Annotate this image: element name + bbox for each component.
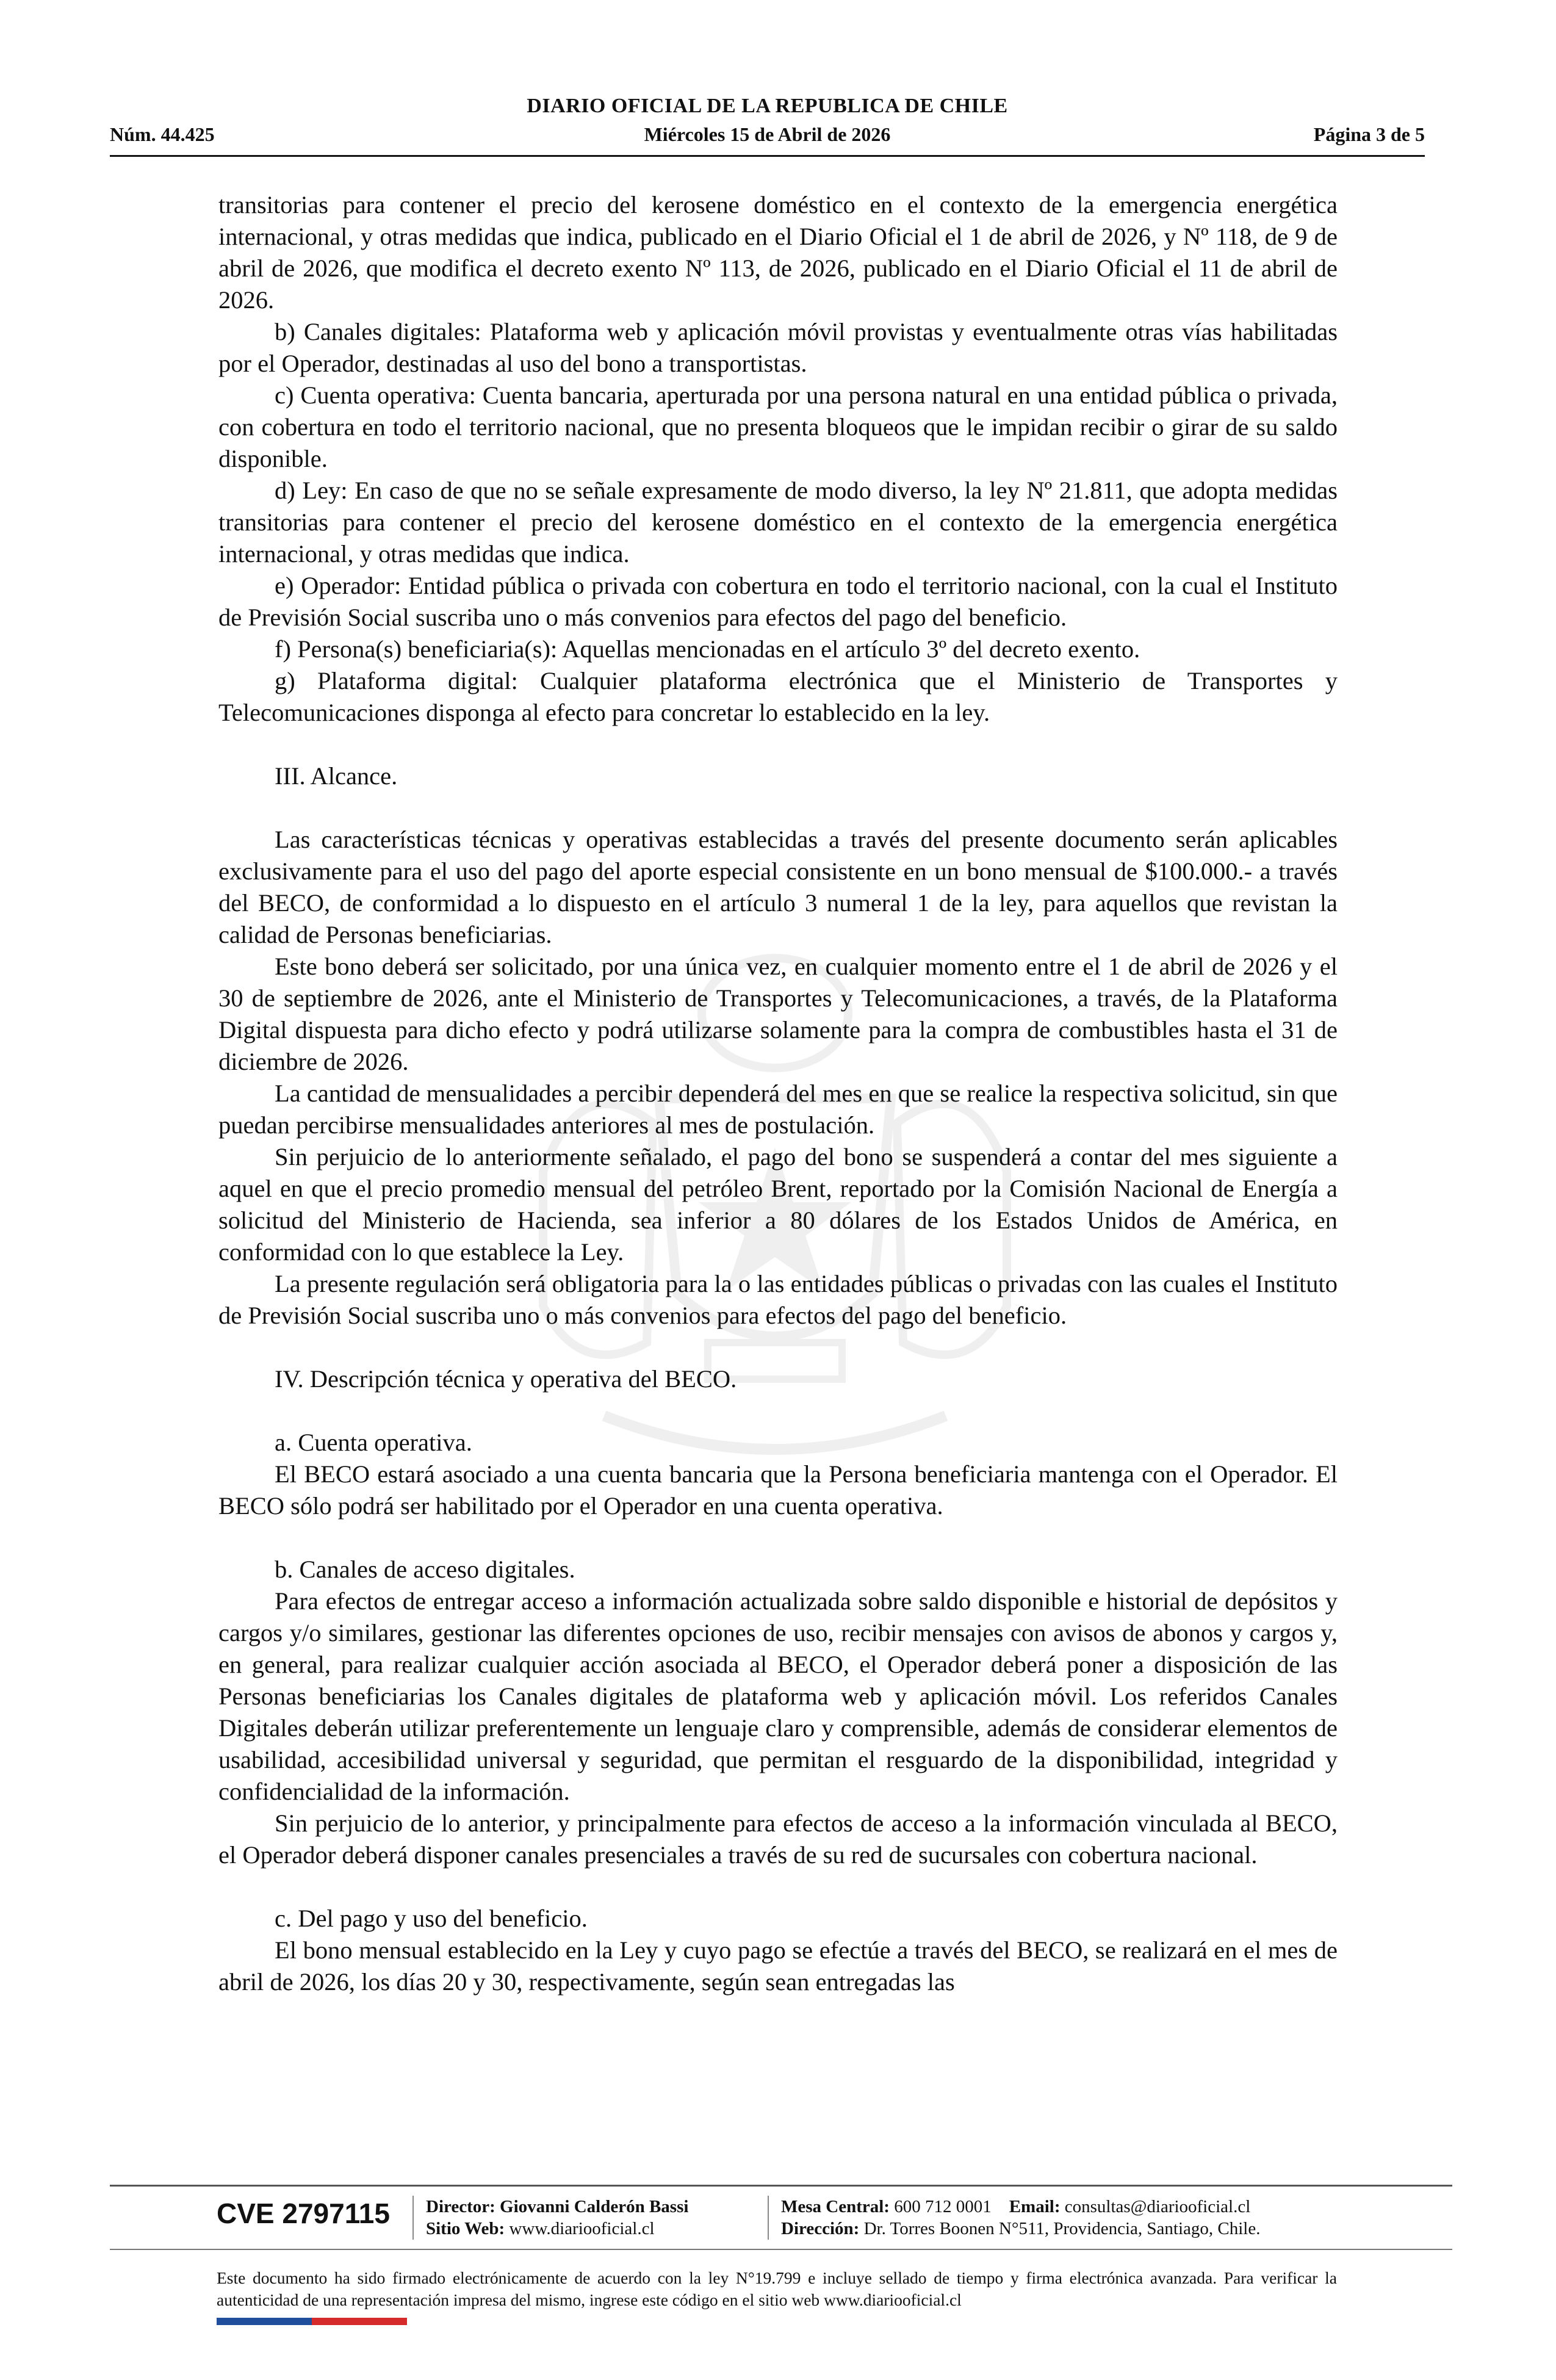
pago-paragraph-1: El bono mensual establecido en la Ley y cuyo pago se efectúe a través del BECO, se realizará en el mes de abril de 2026, los días 20 y 30, respectivamente, según sean entregadas las (218, 1936, 1338, 1996)
footer-divider (110, 2185, 1452, 2187)
footer-separator (412, 2196, 414, 2240)
alcance-paragraph-1: Las características técnicas y operativas establecidas a través del presente documento serán aplicables exclusivamente para el uso del pago del aporte especial consistente en un bono mensual de $100.000.- a través del BECO, de conformidad a lo dispuesto en el artículo 3 numeral 1 de la ley, para aquellos que revistan la calidad de Personas beneficiarias. (218, 826, 1338, 948)
page-header (110, 92, 1425, 156)
mesa-label: Mesa Central: (781, 2197, 890, 2216)
footer-contact-block (781, 2196, 1260, 2240)
section-heading-alcance: III. Alcance. (275, 762, 398, 790)
address-value: Dr. Torres Boonen N°511, Providencia, Santiago, Chile. (863, 2219, 1261, 2238)
paragraph-continuation: transitorias para contener el precio del kerosene doméstico en el contexto de la emergencia energética internacional, y otras medidas que indica, publicado en el Diario Oficial el 1 de abril de 2026, y Nº 118, de 9 de abril de 2026, que modifica el decreto exento Nº 113, de 2026, publicado en el Diario Oficial el 11 de abril de 2026. (218, 191, 1338, 314)
flag-blue-segment (217, 2318, 312, 2325)
cuenta-operativa-paragraph: El BECO estará asociado a una cuenta bancaria que la Persona beneficiaria mantenga con el Operador. El BECO sólo podrá ser habilitado por el Operador en una cuenta operativa. (218, 1460, 1338, 1520)
chile-flag-stripe (217, 2318, 407, 2325)
website-label: Sitio Web: (426, 2219, 505, 2238)
director-name: Giovanni Calderón Bassi (500, 2197, 689, 2216)
canales-paragraph-2: Sin perjuicio de lo anterior, y principalmente para efectos de acceso a la información vinculada al BECO, el Operador deberá disponer canales presenciales a través de su red de sucursales con cobertura nacional. (218, 1809, 1338, 1869)
email-link[interactable]: consultas@diariooficial.cl (1064, 2197, 1251, 2216)
definition-f: f) Persona(s) beneficiaria(s): Aquellas mencionadas en el artículo 3º del decreto exento. (275, 635, 1140, 663)
email-label: Email: (1009, 2197, 1061, 2216)
subheading-canales-digitales: b. Canales de acceso digitales. (275, 1556, 575, 1583)
alcance-paragraph-3: La cantidad de mensualidades a percibir dependerá del mes en que se realice la respectiva solicitud, sin que puedan percibirse mensualidades anteriores al mes de postulación. (218, 1080, 1338, 1139)
definition-c: c) Cuenta operativa: Cuenta bancaria, aperturada por una persona natural en una entidad pública o privada, con cobertura en todo el territorio nacional, que no presenta bloqueos que le impidan recibir o girar de su saldo disponible. (218, 381, 1338, 472)
alcance-paragraph-2: Este bono deberá ser solicitado, por una única vez, en cualquier momento entre el 1 de abril de 2026 y el 30 de septiembre de 2026, ante el Ministerio de Transportes y Telecomunicaciones, a través, de la Plataforma Digital dispuesta para dicho efecto y podrá utilizarse solamente para la compra de combustibles hasta el 31 de diciembre de 2026. (218, 953, 1338, 1075)
section-heading-descripcion: IV. Descripción técnica y operativa del BECO. (275, 1365, 737, 1393)
publication-title: DIARIO OFICIAL DE LA REPUBLICA DE CHILE (527, 95, 1008, 117)
canales-paragraph-1: Para efectos de entregar acceso a información actualizada sobre saldo disponible e historial de depósitos y cargos y/o similares, gestionar las diferentes opciones de uso, recibir mensajes con avisos de abonos y cargos y, en general, para realizar cualquier acción asociada al BECO, el Operador deberá poner a disposición de las Personas beneficiarias los Canales digitales de plataforma web y aplicación móvil. Los referidos Canales Digitales deberán utilizar preferentemente un lenguaje claro y comprensible, además de considerar elementos de usabilidad, accesibilidad universal y seguridad, que permitan el resguardo de la disponibilidad, integridad y confidencialidad de la información. (218, 1587, 1338, 1805)
website-link[interactable]: www.diariooficial.cl (509, 2219, 655, 2238)
subheading-cuenta-operativa: a. Cuenta operativa. (275, 1429, 472, 1456)
legal-notice: Este documento ha sido firmado electrónicamente de acuerdo con la ley N°19.799 e incluye sellado de tiempo y firma electrónica avanzada. Para verificar la autenticidad de una representación impresa del mismo, ingrese este código en el sitio web www.diariooficial.cl (217, 2268, 1337, 2309)
cve-code: CVE 2797115 (217, 2198, 390, 2229)
definition-e: e) Operador: Entidad pública o privada con cobertura en todo el territorio nacional, con la cual el Instituto de Previsión Social suscriba uno o más convenios para efectos del pago del beneficio. (218, 572, 1338, 631)
document-body (218, 189, 1338, 1998)
mesa-phone: 600 712 0001 (894, 2197, 992, 2216)
definition-b: b) Canales digitales: Plataforma web y aplicación móvil provistas y eventualmente otras vías habilitadas por el Operador, destinadas al uso del bono a transportistas. (218, 318, 1338, 377)
footer-director-block (426, 2196, 688, 2240)
page-indicator: Página 3 de 5 (1313, 123, 1425, 145)
address-label: Dirección: (781, 2219, 860, 2238)
footer-separator (768, 2196, 769, 2240)
definition-g: g) Plataforma digital: Cualquier plataforma electrónica que el Ministerio de Transportes y Telecomunicaciones disponga al efecto para concretar lo establecido en la ley. (218, 667, 1338, 726)
alcance-paragraph-5: La presente regulación será obligatoria para la o las entidades públicas o privadas con las cuales el Instituto de Previsión Social suscriba uno o más convenios para efectos del pago del beneficio. (218, 1270, 1338, 1329)
header-divider (110, 155, 1425, 157)
issue-number: Núm. 44.425 (110, 123, 215, 145)
definition-d: d) Ley: En caso de que no se señale expresamente de modo diverso, la ley Nº 21.811, que adopta medidas transitorias para contener el precio del kerosene doméstico en el contexto de la emergencia energética internacional, y otras medidas que indica. (218, 477, 1338, 568)
issue-date: Miércoles 15 de Abril de 2026 (644, 123, 891, 145)
director-label: Director: (426, 2197, 495, 2216)
footer-divider-secondary (110, 2249, 1452, 2250)
flag-red-segment (312, 2318, 407, 2325)
alcance-paragraph-4: Sin perjuicio de lo anteriormente señalado, el pago del bono se suspenderá a contar del mes siguiente a aquel en que el precio promedio mensual del petróleo Brent, reportado por la Comisión Nacional de Energía a solicitud del Ministerio de Hacienda, sea inferior a 80 dólares de los Estados Unidos de América, en conformidad con lo que establece la Ley. (218, 1143, 1338, 1266)
subheading-pago-uso: c. Del pago y uso del beneficio. (275, 1905, 588, 1932)
